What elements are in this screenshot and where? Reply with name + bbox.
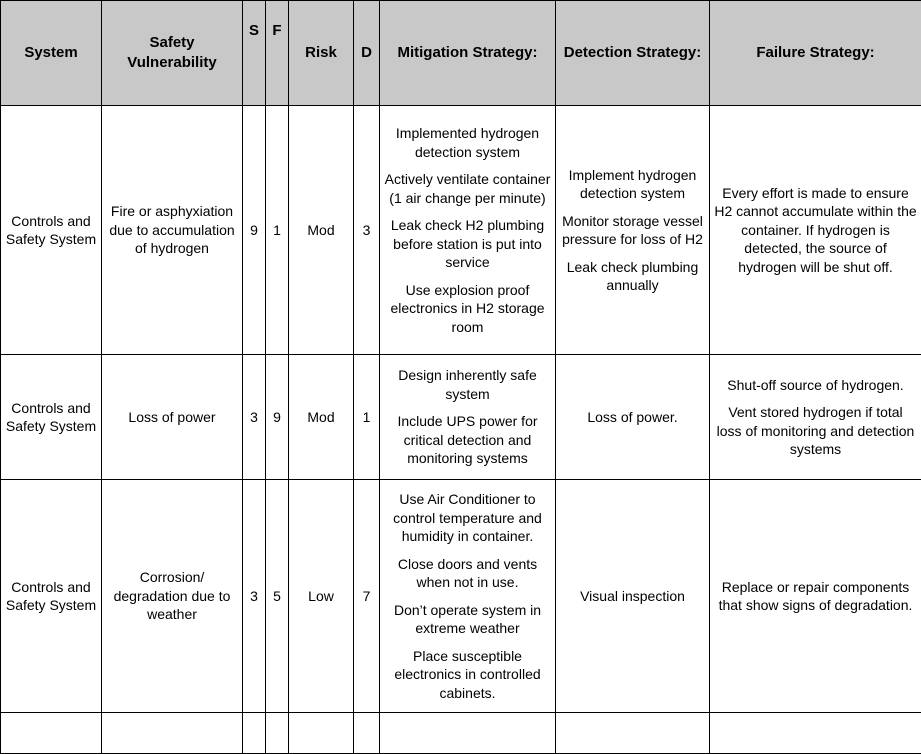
cell-risk: Mod <box>289 355 354 480</box>
cell-empty <box>710 713 921 754</box>
detection-item: Visual inspection <box>560 587 705 606</box>
cell-severity: 3 <box>243 355 266 480</box>
mitigation-item: Close doors and vents when not in use. <box>384 555 551 592</box>
cell-mitigation <box>380 106 556 355</box>
mitigation-item: Actively ventilate container (1 air change per minute) <box>384 170 551 207</box>
failure-item: Every effort is made to ensure H2 cannot accumulate within the container. If hydrogen is detected, the source of hydrogen will be shut off. <box>714 184 917 277</box>
cell-failure <box>710 355 921 480</box>
cell-system: Controls and Safety System <box>1 106 102 355</box>
detection-item: Leak check plumbing annually <box>560 258 705 295</box>
mitigation-item: Place susceptible electronics in controlled cabinets. <box>384 647 551 703</box>
cell-frequency: 5 <box>266 480 289 713</box>
cell-empty <box>1 713 102 754</box>
header-severity: S <box>243 1 266 106</box>
cell-vulnerability: Loss of power <box>102 355 243 480</box>
cell-empty <box>266 713 289 754</box>
mitigation-item: Include UPS power for critical detection and monitoring systems <box>384 412 551 468</box>
failure-item: Shut-off source of hydrogen. <box>714 376 917 395</box>
cell-mitigation <box>380 480 556 713</box>
header-mitigation: Mitigation Strategy: <box>380 1 556 106</box>
cell-frequency: 1 <box>266 106 289 355</box>
mitigation-item: Don’t operate system in extreme weather <box>384 601 551 638</box>
cell-system: Controls and Safety System <box>1 480 102 713</box>
table-header <box>1 1 921 106</box>
cell-severity: 3 <box>243 480 266 713</box>
cell-detection <box>556 106 710 355</box>
mitigation-item: Leak check H2 plumbing before station is put into service <box>384 216 551 272</box>
cell-system: Controls and Safety System <box>1 355 102 480</box>
cell-detection <box>556 480 710 713</box>
header-detection: Detection Strategy: <box>556 1 710 106</box>
table-row <box>1 106 921 355</box>
cell-failure <box>710 480 921 713</box>
cell-risk: Mod <box>289 106 354 355</box>
cell-empty <box>380 713 556 754</box>
header-system: System <box>1 1 102 106</box>
cell-detectability: 1 <box>354 355 380 480</box>
cell-frequency: 9 <box>266 355 289 480</box>
cell-mitigation <box>380 355 556 480</box>
cell-detectability: 3 <box>354 106 380 355</box>
failure-item: Vent stored hydrogen if total loss of monitoring and detection systems <box>714 403 917 459</box>
header-frequency: F <box>266 1 289 106</box>
cell-failure <box>710 106 921 355</box>
detection-item: Implement hydrogen detection system <box>560 166 705 203</box>
detection-item: Loss of power. <box>560 408 705 427</box>
cell-empty <box>243 713 266 754</box>
table-row-partial <box>1 713 921 754</box>
cell-detectability: 7 <box>354 480 380 713</box>
cell-empty <box>102 713 243 754</box>
header-detectability: D <box>354 1 380 106</box>
cell-detection <box>556 355 710 480</box>
failure-item: Replace or repair components that show signs of degradation. <box>714 578 917 615</box>
cell-empty <box>556 713 710 754</box>
mitigation-item: Implemented hydrogen detection system <box>384 124 551 161</box>
detection-item: Monitor storage vessel pressure for loss of H2 <box>560 212 705 249</box>
table-row <box>1 480 921 713</box>
header-failure: Failure Strategy: <box>710 1 921 106</box>
mitigation-item: Design inherently safe system <box>384 366 551 403</box>
mitigation-item: Use explosion proof electronics in H2 storage room <box>384 281 551 337</box>
cell-vulnerability: Corrosion/ degradation due to weather <box>102 480 243 713</box>
header-risk: Risk <box>289 1 354 106</box>
cell-empty <box>354 713 380 754</box>
cell-severity: 9 <box>243 106 266 355</box>
cell-vulnerability: Fire or asphyxiation due to accumulation of hydrogen <box>102 106 243 355</box>
mitigation-item: Use Air Conditioner to control temperature and humidity in container. <box>384 490 551 546</box>
table-row <box>1 355 921 480</box>
header-vulnerability: Safety Vulnerability <box>102 1 243 106</box>
cell-risk: Low <box>289 480 354 713</box>
cell-empty <box>289 713 354 754</box>
